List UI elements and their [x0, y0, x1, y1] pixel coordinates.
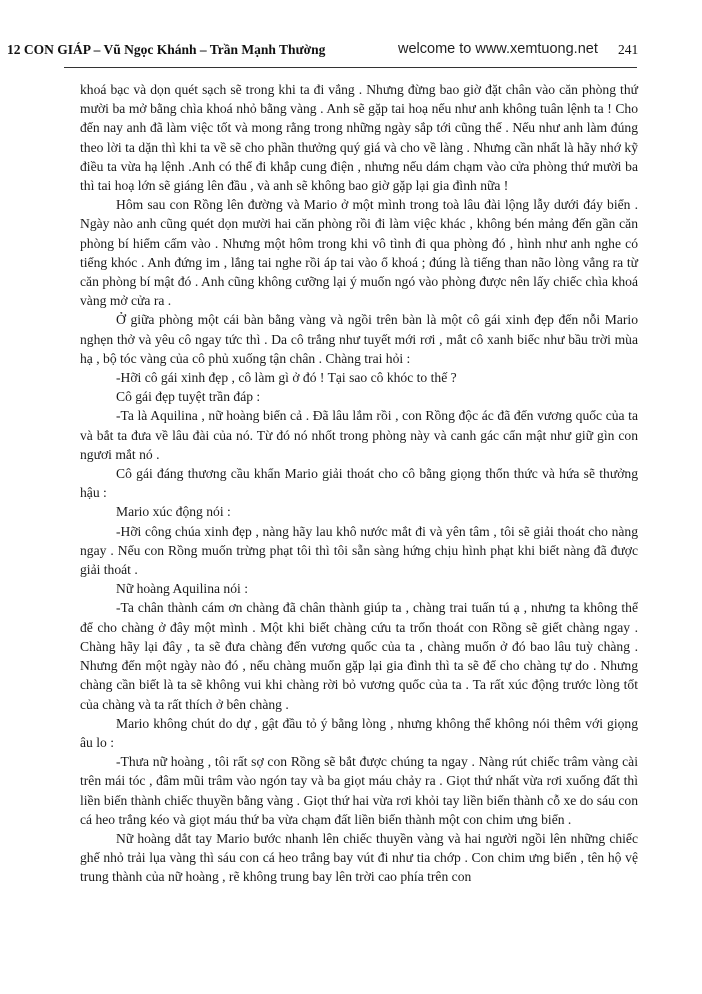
paragraph: -Thưa nữ hoàng , tôi rất sợ con Rồng sẽ bắt được chúng ta ngay . Nàng rút chiếc trâm vàng cài trên mái tóc , đâm mũi trâm vào ngón tay và ba giọt máu chảy ra . Giọt thứ nhất vừa rơi xuống đất thì liền biến thành chiếc thuyền bằng vàng . Giọt thứ hai vừa rơi khỏi tay liền biến thành cỗ xe do sáu con cá heo trắng kéo và giọt máu thứ ba vừa chạm đất liền biến thành một con chim ưng biển .	[80, 754, 638, 827]
paragraph: Nữ hoàng dắt tay Mario bước nhanh lên chiếc thuyền vàng và hai người ngồi lên những chiếc ghế nhỏ trải lụa vàng thì sáu con cá heo trắng bay vút đi như tia chớp . Con chim ưng biển , tên hộ vệ trung thành của nữ hoàng , rẽ không trung bay lên trời cao phía trên con	[80, 830, 638, 885]
header-divider	[64, 67, 637, 68]
paragraph: Ở giữa phòng một cái bàn bằng vàng và ngồi trên bàn là một cô gái xinh đẹp đến nỗi Mario nghẹn thở và yêu cô ngay tức thì . Da cô trắng như tuyết mới rơi , mắt cô xanh biếc như bầu trời mùa hạ , bộ tóc vàng của cô phủ xuống tận chân . Chàng trai hỏi :	[80, 312, 638, 366]
page-header	[0, 0, 702, 72]
paragraph: Hôm sau con Rồng lên đường và Mario ở một mình trong toà lâu đài lộng lẫy dưới đáy biển . Ngày nào anh cũng quét dọn mười hai căn phòng rồi đi làm việc khác , không bén mảng đến gần căn phòng bí hiểm cấm vào . Nhưng một hôm trong khi vô tình đi qua phòng đó , hình như anh nghe có tiếng khóc . Anh đứng im , lắng tai nghe rồi áp tai vào ổ khoá ; đúng là tiếng than não lòng vẳng ra từ căn phòng bí mật đó . Anh cũng không cưỡng lại ý muốn ngó vào phòng được nên lấy chiếc chìa khoá vàng mở cửa ra .	[80, 197, 638, 309]
website-link[interactable]: welcome to www.xemtuong.net	[398, 41, 598, 57]
paragraph: Mario xúc động nói :	[116, 504, 231, 520]
paragraph: Mario không chút do dự , gật đầu tỏ ý bằng lòng , nhưng không thể không nói thêm với giọng âu lo :	[80, 715, 638, 750]
paragraph: Cô gái đáng thương cầu khẩn Mario giải thoát cho cô bằng giọng thổn thức và hứa sẽ thưởng hậu :	[80, 466, 638, 501]
paragraph: khoá bạc và dọn quét sạch sẽ trong khi ta đi vắng . Nhưng đừng bao giờ đặt chân vào căn phòng thứ mười ba mở bằng chìa khoá nhỏ bằng vàng . Anh sẽ gặp tai hoạ nếu như anh không tuân lệnh ta ! Cho đến nay anh đã làm việc tốt và mong rằng trong những ngày sắp tới cũng thế . Nếu như anh làm đúng theo lời ta dặn thì khi ta về sẽ cho phần thưởng quý giá và cho về làng . Nhưng cần nhất là hãy nhớ kỹ điều ta vừa hạ lệnh .Anh có thể đi khắp cung điện , nhưng nếu dám chạm vào cửa phòng thứ mười ba thì tai hoạ lớn sẽ giáng lên đầu , và anh sẽ không bao giờ gặp lại gia đình nữa !	[80, 82, 638, 194]
book-title: 12 CON GIÁP – Vũ Ngọc Khánh – Trần Mạnh Thường	[7, 42, 326, 57]
body-text	[80, 80, 638, 887]
paragraph: -Hỡi cô gái xinh đẹp , cô làm gì ở đó ! Tại sao cô khóc to thế ?	[116, 370, 457, 386]
page-number: 241	[618, 42, 639, 57]
paragraph: Cô gái đẹp tuyệt trần đáp :	[116, 389, 261, 405]
paragraph: -Ta là Aquilina , nữ hoàng biển cả . Đã lâu lắm rồi , con Rồng độc ác đã đến vương quốc của ta và bắt ta đưa về lâu đài của nó. Từ đó nó nhốt trong phòng này và canh gác cẩn mật như giữ gìn con ngươi mắt nó .	[80, 408, 638, 462]
paragraph: -Hỡi công chúa xinh đẹp , nàng hãy lau khô nước mắt đi và yên tâm , tôi sẽ giải thoát cho nàng ngay . Nếu con Rồng muốn trừng phạt tôi thì tôi sẵn sàng hứng chịu hình phạt khi biết nàng đã được giải thoát .	[80, 523, 638, 578]
paragraph: Nữ hoàng Aquilina nói :	[116, 581, 248, 597]
paragraph: -Ta chân thành cám ơn chàng đã chân thành giúp ta , chàng trai tuấn tú ạ , nhưng ta không thể để cho chàng ở đây một mình . Một khi biết chàng cứu ta trốn thoát con Rồng sẽ giết chàng ngay . Chàng hãy lại đây , ta sẽ đưa chàng đến vương quốc của ta , chàng muốn ở đó bao lâu tuỳ chàng . Nhưng đến một ngày nào đó , nếu chàng muốn gặp lại gia đình thì ta sẽ để cho chàng tự do . Nhưng chàng cần biết là ta sẽ không vui khi chàng rời bỏ vương quốc của ta . Ta rất xúc động trước lòng tốt của chàng và ta rất thích ở bên chàng .	[80, 600, 638, 712]
